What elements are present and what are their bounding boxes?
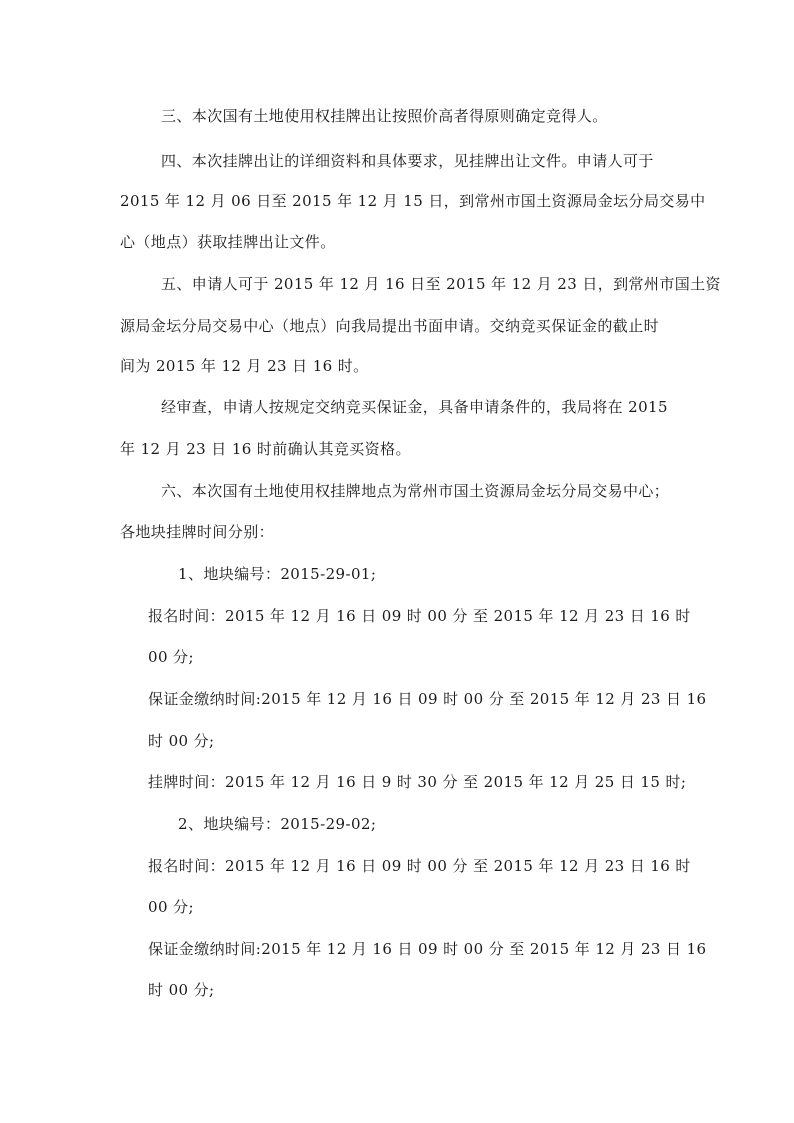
parcel-2-registration-end: 00 分;	[148, 898, 194, 916]
parcel-1-deposit-time: 保证金缴纳时间:2015 年 12 月 16 日 09 时 00 分 至 2015 年 12 月 23 日 16	[148, 690, 707, 708]
parcel-2-number: 2、地块编号：2015-29-02;	[178, 815, 377, 833]
parcel-1-registration-end: 00 分;	[148, 648, 194, 666]
clause-5-line-3: 间为 2015 年 12 月 23 日 16 时。	[120, 357, 369, 375]
clause-3-line-1: 三、本次国有土地使用权挂牌出让按照价高者得原则确定竞得人。	[161, 107, 608, 125]
clause-4-line-1: 四、本次挂牌出让的详细资料和具体要求，见挂牌出让文件。申请人可于	[161, 152, 654, 170]
parcel-1-number: 1、地块编号：2015-29-01;	[178, 565, 377, 583]
parcel-2-deposit-time: 保证金缴纳时间:2015 年 12 月 16 日 09 时 00 分 至 2015 年 12 月 23 日 16	[148, 940, 707, 958]
parcel-1-registration-time: 报名时间：2015 年 12 月 16 日 09 时 00 分 至 2015 年 12 月 23 日 16 时	[148, 607, 691, 625]
review-line-1: 经审查，申请人按规定交纳竞买保证金，具备申请条件的，我局将在 2015	[161, 398, 668, 416]
parcel-2-registration-time: 报名时间：2015 年 12 月 16 日 09 时 00 分 至 2015 年 12 月 23 日 16 时	[148, 857, 691, 875]
parcel-1-listing-time: 挂牌时间：2015 年 12 月 16 日 9 时 30 分 至 2015 年 12 月 25 日 15 时;	[148, 773, 687, 791]
parcel-1-deposit-end: 时 00 分;	[148, 732, 215, 750]
clause-6-line-1: 六、本次国有土地使用权挂牌地点为常州市国土资源局金坛分局交易中心；	[161, 482, 670, 500]
clause-5-line-1: 五、申请人可于 2015 年 12 月 16 日至 2015 年 12 月 23 日，到常州市国土资	[161, 275, 721, 293]
clause-4-line-3: 心（地点）获取挂牌出让文件。	[120, 233, 336, 251]
review-line-2: 年 12 月 23 日 16 时前确认其竞买资格。	[120, 440, 411, 458]
clause-4-line-2: 2015 年 12 月 06 日至 2015 年 12 月 15 日，到常州市国土资源局金坛分局交易中	[120, 192, 706, 210]
clause-6-line-2: 各地块挂牌时间分别：	[120, 523, 275, 541]
clause-5-line-2: 源局金坛分局交易中心（地点）向我局提出书面申请。交纳竞买保证金的截止时	[120, 317, 660, 335]
parcel-2-deposit-end: 时 00 分;	[148, 981, 215, 999]
